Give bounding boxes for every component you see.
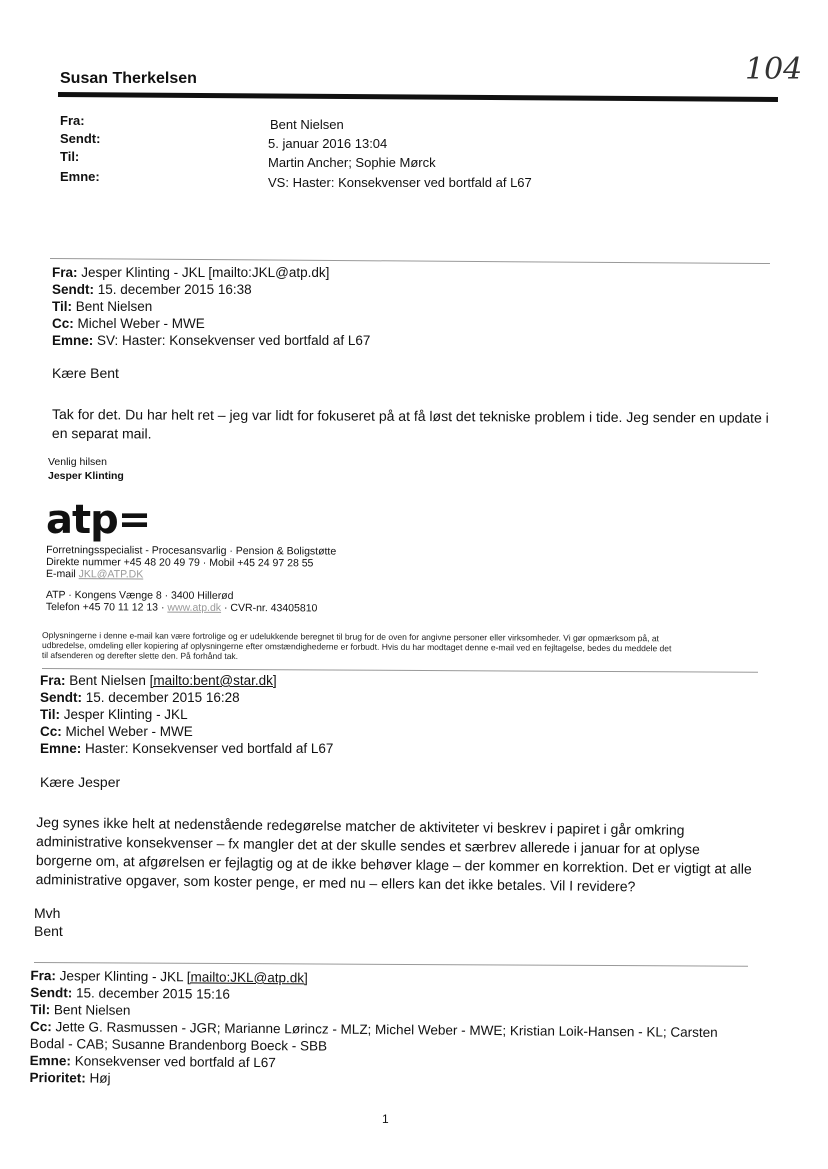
- msg2-to: Jesper Klinting - JKL: [63, 707, 188, 722]
- msg2-sent-label: Sendt:: [40, 690, 82, 705]
- top-to: Martin Ancher; Sophie Mørck: [268, 155, 436, 170]
- msg1-sent: 15. december 2015 16:38: [97, 282, 252, 297]
- signature-phone: Direkte nummer +45 48 20 49 79 · Mobil +45 24 97 28 55: [46, 556, 314, 570]
- top-sent: 5. januar 2016 13:04: [268, 136, 388, 151]
- atp-logo: atp=: [46, 497, 151, 543]
- msg2-body-line1: Jeg synes ikke helt at nedenstående redegørelse matcher de aktiviteter vi beskrev i papiret i går omkring: [36, 814, 685, 838]
- msg1-cc: Michel Weber - MWE: [77, 316, 205, 331]
- msg1-sent-label: Sendt:: [52, 282, 94, 297]
- msg2-body-line2: administrative konsekvenser – fx mangler det at der skulle sendes et særbrev allerede i januar for at oplyse: [36, 833, 700, 858]
- signature-cvr: · CVR-nr. 43405810: [221, 601, 318, 615]
- msg1-to-label: Til:: [52, 299, 72, 314]
- msg1-cc-label: Cc:: [52, 316, 74, 331]
- msg1-body-line2: en separat mail.: [51, 425, 152, 442]
- msg2-subject: Haster: Konsekvenser ved bortfald af L67: [85, 741, 334, 756]
- msg3-priority: Høj: [89, 1070, 111, 1086]
- msg1-to: Bent Nielsen: [75, 299, 153, 314]
- msg1-from[interactable]: Jesper Klinting - JKL [mailto:JKL@atp.dk]: [81, 265, 330, 280]
- msg2-subject-label: Emne:: [40, 741, 82, 756]
- divider-3: [34, 962, 748, 967]
- msg3-cc-label: Cc:: [29, 1019, 52, 1035]
- signature-title: Forretningsspecialist - Procesansvarlig · Pension & Boligstøtte: [46, 544, 337, 558]
- msg3-from-label: Fra:: [30, 968, 57, 984]
- handwritten-note: 104: [745, 52, 803, 87]
- msg2-cc-label: Cc:: [40, 724, 62, 739]
- msg1-header: [52, 264, 370, 349]
- msg1-body-line1: Tak for det. Du har helt ret – jeg var lidt for fokuseret på at få løst det tekniske problem i tide. Jeg sender en update i: [52, 406, 769, 426]
- top-to-label: Til:: [60, 149, 80, 164]
- msg1-greeting: Kære Bent: [52, 365, 119, 381]
- msg3-header: [29, 967, 718, 1092]
- msg3-from-link[interactable]: [mailto:JKL@atp.dk]: [186, 969, 308, 986]
- msg1-subject-label: Emne:: [52, 333, 94, 348]
- top-subject-label: Emne:: [60, 169, 100, 184]
- top-from: Bent Nielsen: [270, 117, 344, 132]
- msg2-from-link[interactable]: [mailto:bent@star.dk]: [149, 673, 277, 688]
- disclaimer-line1: Oplysningerne i denne e-mail kan være fortrolige og er udelukkende beregnet til brug for de oven for angivne personer eller virksomheder. Vi gør opmærksom på, at: [42, 630, 659, 644]
- msg2-cc: Michel Weber - MWE: [65, 724, 193, 739]
- msg2-body: [36, 813, 767, 898]
- msg2-body-line3: borgerne om, at afgørelsen er fejlagtig og at de ikke behøver klage – der kommer en korrektion. Det er vigtigt at alle: [35, 851, 752, 877]
- msg2-closing: Mvh: [34, 905, 61, 921]
- signature-address: ATP · Kongens Vænge 8 · 3400 Hillerød: [45, 588, 234, 602]
- signature-email-prefix: E-mail: [45, 568, 79, 581]
- msg1-from-label: Fra:: [52, 265, 78, 280]
- page-number: 1: [382, 1112, 389, 1126]
- msg3-from-name: Jesper Klinting - JKL: [59, 968, 187, 985]
- msg3-to-label: Til:: [30, 1002, 51, 1018]
- disclaimer-line2: udbredelse, omdeling eller kopiering af oplysningerne efter omstændighederne er forbudt. Hvis du har modtaget denne e-mail ved en fejltagelse, bedes du meddele det: [41, 640, 672, 654]
- msg3-sent-label: Sendt:: [30, 985, 73, 1001]
- msg2-to-label: Til:: [40, 707, 60, 722]
- signature-block: [46, 544, 336, 615]
- signature-email-link[interactable]: JKL@ATP.DK: [78, 568, 144, 581]
- msg2-from-label: Fra:: [40, 673, 66, 688]
- msg3-priority-label: Prioritet:: [29, 1069, 86, 1086]
- msg3-cc-line2: Bodal - CAB; Susanne Brandenborg Boeck - SBB: [29, 1035, 328, 1054]
- msg1-signer: Jesper Klinting: [48, 470, 124, 482]
- disclaimer-line3: til afsenderen og derefter slette den. På forhånd tak.: [41, 649, 239, 662]
- signature-phone-prefix: Telefon +45 70 11 12 13 ·: [45, 600, 168, 614]
- signature-web-link[interactable]: www.atp.dk: [167, 601, 222, 614]
- msg2-body-line4: administrative opgaver, som koster penge, er med nu – ellers kan det ikke betales. Vil I revidere?: [35, 870, 636, 895]
- msg3-to: Bent Nielsen: [53, 1002, 131, 1018]
- msg1-closing: Venlig hilsen: [48, 456, 107, 468]
- msg1-body: [52, 405, 772, 447]
- msg3-cc-line1: Jette G. Rasmussen - JGR; Marianne Lørincz - MLZ; Michel Weber - MWE; Kristian Loik-Hansen - KL; Carsten: [55, 1019, 718, 1041]
- top-subject: VS: Haster: Konsekvenser ved bortfald af L67: [268, 175, 532, 190]
- msg3-sent: 15. december 2015 15:16: [75, 985, 230, 1002]
- disclaimer: [42, 630, 782, 664]
- msg2-from-name: Bent Nielsen: [69, 673, 150, 688]
- msg2-header: [40, 672, 333, 757]
- header-rule: [58, 92, 778, 102]
- msg2-greeting: Kære Jesper: [40, 774, 121, 790]
- top-from-label: Fra:: [60, 113, 85, 128]
- msg2-signer: Bent: [34, 923, 63, 939]
- msg1-subject: SV: Haster: Konsekvenser ved bortfald af L67: [97, 333, 371, 348]
- owner-name: Susan Therkelsen: [60, 70, 197, 87]
- msg2-sent: 15. december 2015 16:28: [85, 690, 240, 705]
- msg3-subject: Konsekvenser ved bortfald af L67: [74, 1053, 276, 1071]
- msg3-subject-label: Emne:: [29, 1052, 72, 1069]
- top-sent-label: Sendt:: [60, 131, 101, 146]
